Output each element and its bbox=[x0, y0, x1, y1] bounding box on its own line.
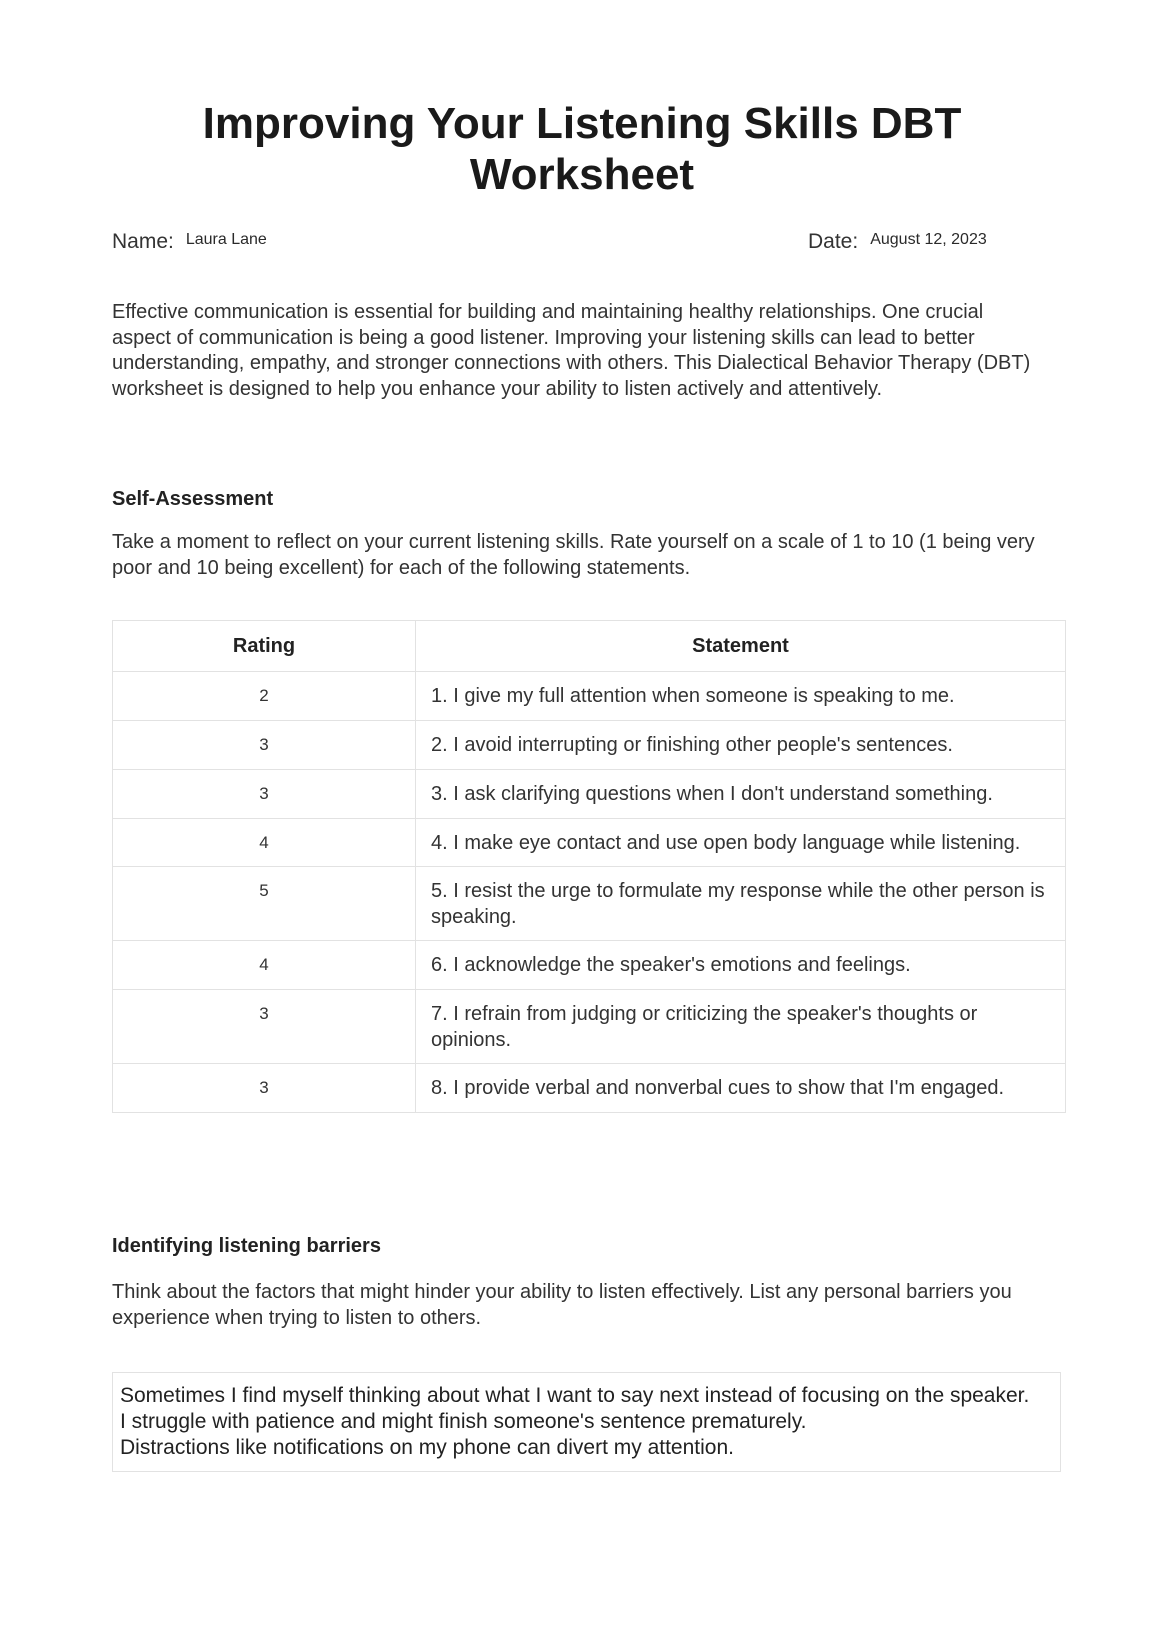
table-row bbox=[113, 770, 1066, 819]
statement-cell: 4. I make eye contact and use open body language while listening. bbox=[416, 818, 1066, 867]
date-label: Date: bbox=[808, 230, 859, 253]
barrier-line: I struggle with patience and might finish someone's sentence prematurely. bbox=[120, 1410, 807, 1433]
barriers-response-box bbox=[112, 1372, 1061, 1472]
statement-cell: 8. I provide verbal and nonverbal cues to show that I'm engaged. bbox=[416, 1064, 1066, 1113]
table-row bbox=[113, 672, 1066, 721]
ratings-table bbox=[112, 620, 1066, 1113]
page-title: Improving Your Listening Skills DBT Worksheet bbox=[202, 99, 962, 199]
name-label: Name: bbox=[112, 230, 174, 253]
rating-cell: 3 bbox=[113, 990, 416, 1064]
barriers-instructions: Think about the factors that might hinder your ability to listen effectively. List any personal barriers you experience when trying to listen to others. bbox=[112, 1281, 1012, 1329]
rating-cell: 3 bbox=[113, 770, 416, 819]
statement-column-header: Statement bbox=[416, 621, 1066, 672]
statement-cell: 1. I give my full attention when someone is speaking to me. bbox=[416, 672, 1066, 721]
statement-cell: 7. I refrain from judging or criticizing the speaker's thoughts or opinions. bbox=[416, 990, 1066, 1064]
self-assessment-heading: Self-Assessment bbox=[112, 488, 274, 510]
rating-cell: 3 bbox=[113, 1064, 416, 1113]
table-row bbox=[113, 1064, 1066, 1113]
statement-cell: 6. I acknowledge the speaker's emotions and feelings. bbox=[416, 941, 1066, 990]
statement-cell: 5. I resist the urge to formulate my response while the other person is speaking. bbox=[416, 867, 1066, 941]
table-row bbox=[113, 941, 1066, 990]
table-row bbox=[113, 818, 1066, 867]
barrier-line: Sometimes I find myself thinking about what I want to say next instead of focusing on the speaker. bbox=[120, 1384, 1030, 1407]
statement-cell: 3. I ask clarifying questions when I don't understand something. bbox=[416, 770, 1066, 819]
rating-column-header: Rating bbox=[113, 621, 416, 672]
rating-cell: 5 bbox=[113, 867, 416, 941]
date-value: August 12, 2023 bbox=[870, 231, 987, 248]
rating-cell: 4 bbox=[113, 818, 416, 867]
intro-paragraph: Effective communication is essential for building and maintaining healthy relationships. One crucial aspect of communication is being a good listener. Improving your listening skills can lead to better understanding, empathy, and stronger connections with others. This Dialectical Behavior Therapy (DBT) worksheet is designed to help you enhance your ability to listen actively and attentively. bbox=[112, 301, 1031, 400]
rating-cell: 4 bbox=[113, 941, 416, 990]
barrier-line: Distractions like notifications on my phone can divert my attention. bbox=[120, 1436, 734, 1459]
rating-cell: 3 bbox=[113, 721, 416, 770]
name-field bbox=[112, 230, 267, 254]
table-header-row bbox=[113, 621, 1066, 672]
table-row bbox=[113, 867, 1066, 941]
self-assessment-instructions: Take a moment to reflect on your current listening skills. Rate yourself on a scale of 1 to 10 (1 being very poor and 10 being excellent) for each of the following statements. bbox=[112, 531, 1035, 579]
rating-cell: 2 bbox=[113, 672, 416, 721]
statement-cell: 2. I avoid interrupting or finishing other people's sentences. bbox=[416, 721, 1066, 770]
table-row bbox=[113, 721, 1066, 770]
table-row bbox=[113, 990, 1066, 1064]
name-value: Laura Lane bbox=[185, 231, 267, 248]
date-field bbox=[808, 230, 987, 254]
barriers-heading: Identifying listening barriers bbox=[112, 1235, 381, 1257]
